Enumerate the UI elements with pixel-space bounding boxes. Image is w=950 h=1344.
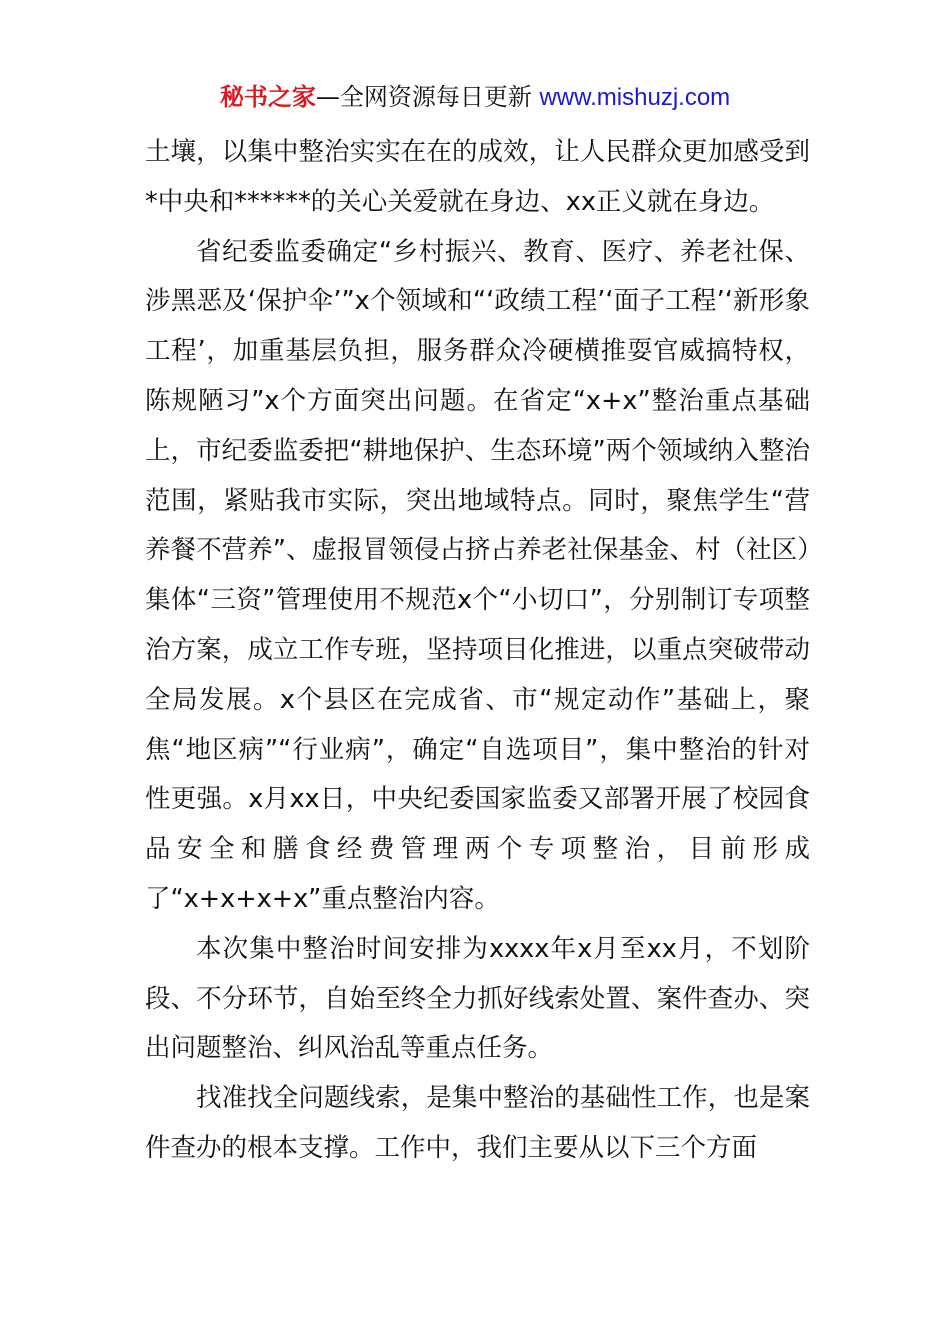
paragraph-1: 土壤，以集中整治实实在在的成效，让人民群众更加感受到*中央和******的关心关爱就在身边、xx正义就在身边。 — [145, 137, 810, 217]
header-tagline: —全网资源每日更新 — [315, 83, 540, 111]
brand-name: 秘书之家 — [219, 83, 316, 111]
site-url-link[interactable]: www.mishuzj.com — [539, 84, 731, 111]
paragraph-4: 找准找全问题线索，是集中整治的基础性工作，也是案件查办的根本支撑。工作中，我们主要从以下三个方面 — [145, 1083, 810, 1163]
paragraph-3: 本次集中整治时间安排为xxxx年x月至xx月，不划阶段、不分环节，自始至终全力抓好线索处置、案件查办、突出问题整治、纠风治乱等重点任务。 — [145, 933, 810, 1064]
page-header — [0, 80, 950, 115]
document-body — [145, 128, 810, 1174]
paragraph-2: 省纪委监委确定“乡村振兴、教育、医疗、养老社保、涉黑恶及‘保护伞’”x个领域和“‘政绩工程’‘面子工程’‘新形象工程’，加重基层负担，服务群众冷硬横推耍官威搞特权，陈规陋习”x个方面突出问题。在省定“x+x”整治重点基础上，市纪委监委把“耕地保护、生态环境”两个领域纳入整治范围，紧贴我市实际，突出地域特点。同时，聚焦学生“营养餐不营养”、虚报冒领侵占挤占养老社保基金、村（社区）集体“三资”管理使用不规范x个“小切口”，分别制订专项整治方案，成立工作专班，坚持项目化推进，以重点突破带动全局发展。x个县区在完成省、市“规定动作”基础上，聚焦“地区病”“行业病”，确定“自选项目”，集中整治的针对性更强。x月xx日，中央纪委国家监委又部署开展了校园食品安全和膳食经费管理两个专项整治，目前形成了“x+x+x+x”重点整治内容。 — [145, 236, 810, 914]
